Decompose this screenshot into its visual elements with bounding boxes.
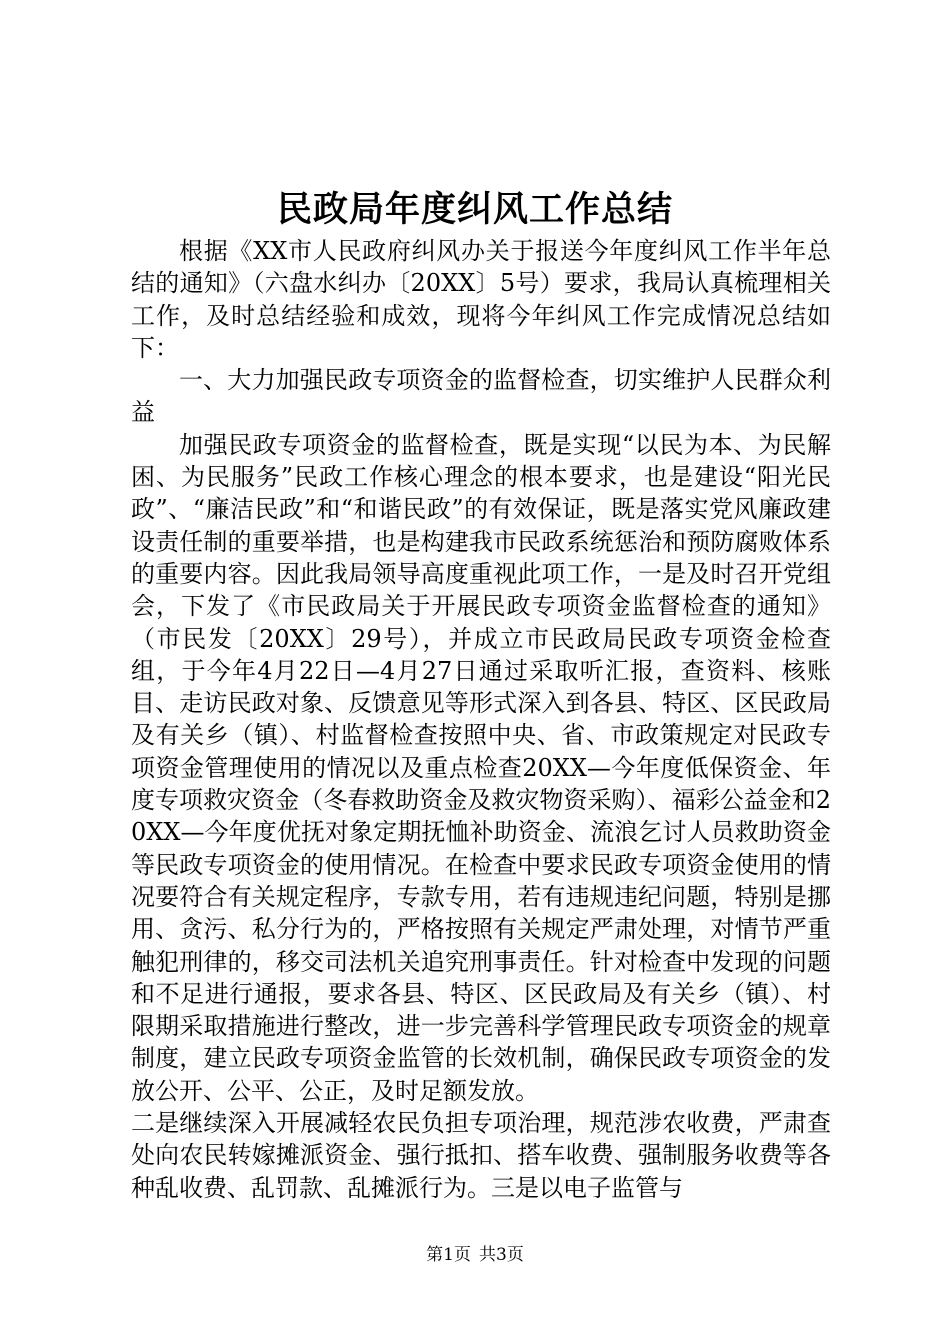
body-paragraph: 加强民政专项资金的监督检查，既是实现“以民为本、为民解困、为民服务”民政工作核心理念的根本要求，也是建设“阳光民政”、“廉洁民政”和“和谐民政”的有效保证，既是落实党风廉政建设责任制的重要举措，也是构建我市民政系统惩治和预防腐败体系的重要内容。因此我局领导高度重视此项工作，一是及时召开党组会，下发了《市民政局关于开展民政专项资金监督检查的通知》（市民发〔20XX〕29号），并成立市民政局民政专项资金检查组，于今年4月22日—4月27日通过采取听汇报，查资料、核账目、走访民政对象、反馈意见等形式深入到各县、特区、区民政局及有关乡（镇）、村监督检查按照中央、省、市政策规定对民政专项资金管理使用的情况以及重点检查20XX—今年度低保资金、年度专项救灾资金（冬春救助资金及救灾物资采购）、福彩公益金和20XX—今年度优抚对象定期抚恤补助资金、流浪乞讨人员救助资金等民政专项资金的使用情况。在检查中要求民政专项资金使用的情况要符合有关规定程序，专款专用，若有违规违纪问题，特别是挪用、贪污、私分行为的，严格按照有关规定严肃处理，对情节严重触犯刑律的，移交司法机关追究刑事责任。针对检查中发现的问题和不足进行通报，要求各县、特区、区民政局及有关乡（镇）、村限期采取措施进行整改，进一步完善科学管理民政专项资金的规章制度，建立民政专项资金监管的长效机制，确保民政专项资金的发放公开、公平、公正，及时足额发放。 — [131, 430, 831, 1105]
document-body — [131, 235, 831, 1204]
document-title: 民政局年度纠风工作总结 — [276, 189, 673, 230]
continuation-paragraph: 二是继续深入开展减轻农民负担专项治理，规范涉农收费，严肃查处向农民转嫁摊派资金、强行抵扣、搭车收费、强制服务收费等各种乱收费、乱罚款、乱摊派行为。三是以电子监管与 — [131, 1109, 831, 1202]
section-heading: 一、大力加强民政专项资金的监督检查，切实维护人民群众利益 — [131, 366, 831, 427]
page-total: 共3页 — [479, 1245, 524, 1265]
page-footer — [0, 1243, 950, 1267]
intro-paragraph: 根据《XX市人民政府纠风办关于报送今年度纠风工作半年总结的通知》（六盘水纠办〔20XX〕5号）要求，我局认真梳理相关工作，及时总结经验和成效，现将今年纠风工作完成情况总结如下： — [131, 237, 831, 362]
page-number: 第1页 — [426, 1245, 471, 1265]
